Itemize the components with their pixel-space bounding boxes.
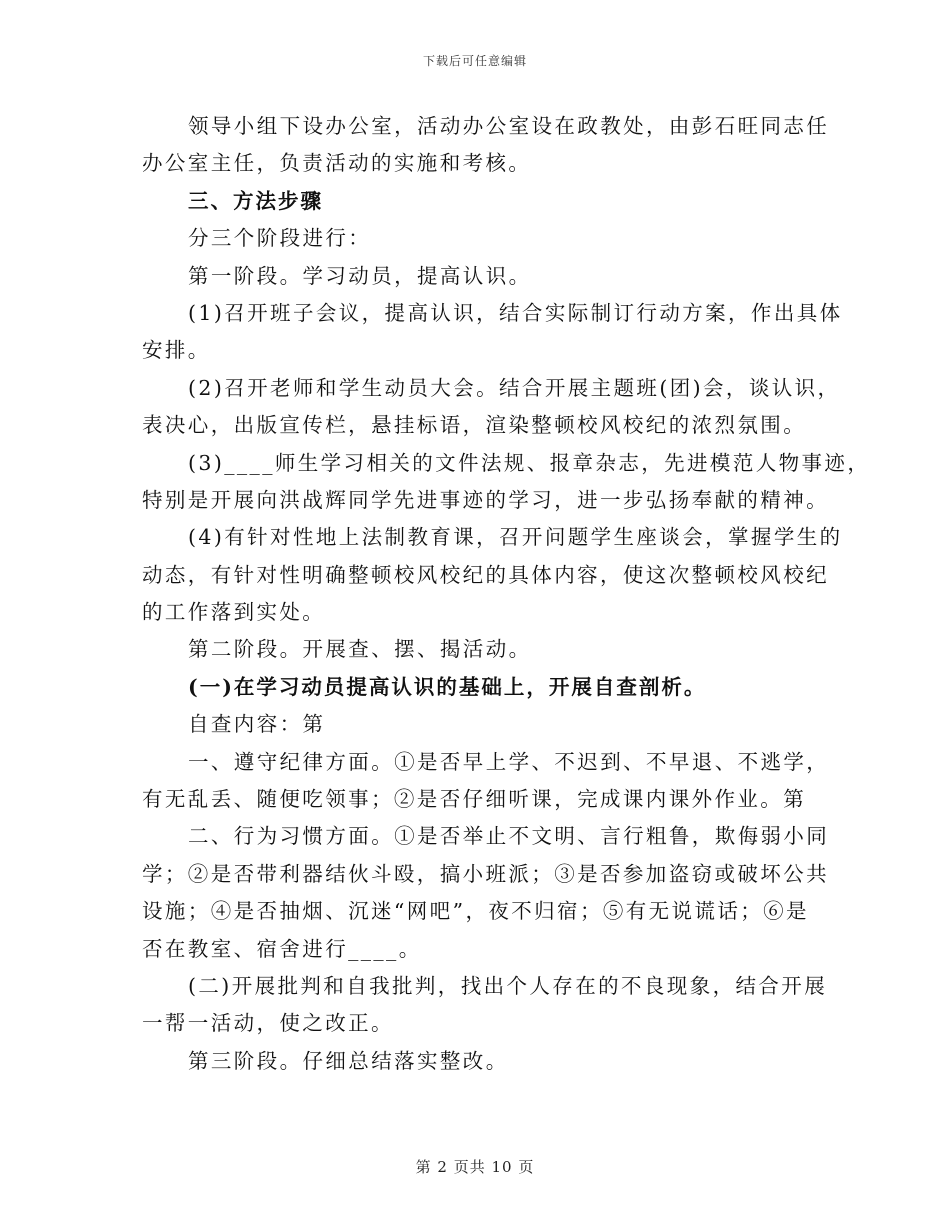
document-body (142, 108, 871, 1080)
paragraph-line: 一帮一活动，使之改正。 (142, 1011, 394, 1036)
paragraph-line: 安排。 (142, 338, 211, 363)
paragraph-line: 学；②是否带利器结伙斗殴，搞小班派；③是否参加盗窃或破坏公共 (142, 861, 829, 886)
paragraph-line: (1)召开班子会议，提高认识，结合实际制订行动方案，作出具体 (188, 300, 843, 325)
stage-heading: 第一阶段。学习动员，提高认识。 (188, 263, 532, 288)
paragraph-line: 一、遵守纪律方面。①是否早上学、不迟到、不早退、不逃学， (188, 749, 830, 774)
paragraph-line: 特别是开展向洪战辉同学先进事迹的学习，进一步弘扬奉献的精神。 (142, 487, 829, 512)
paragraph-line: 的工作落到实处。 (142, 600, 326, 625)
paragraph-line: 自查内容：第 (188, 712, 326, 737)
page-header: 下载后可任意编辑 (422, 54, 527, 68)
page-number: 第 2 页共 10 页 (415, 1158, 535, 1176)
paragraph-line: 分三个阶段进行： (188, 226, 372, 251)
paragraph-line: 表决心，出版宣传栏，悬挂标语，渲染整顿校风校纪的浓烈氛围。 (142, 413, 807, 438)
paragraph-line: 有无乱丢、随便吃领事；②是否仔细听课，完成课内课外作业。第 (142, 787, 807, 812)
paragraph-line: (2)召开老师和学生动员大会。结合开展主题班(团)会，谈认识， (188, 375, 841, 400)
paragraph-line: (4)有针对性地上法制教育课，召开问题学生座谈会，掌握学生的 (188, 525, 843, 550)
paragraph-line: 设施；④是否抽烟、沉迷“网吧”，夜不归宿；⑤有无说谎话；⑥是 (142, 899, 809, 924)
stage-heading: 第三阶段。仔细总结落实整改。 (188, 1048, 509, 1073)
paragraph-line: 动态，有针对性明确整顿校风校纪的具体内容，使这次整顿校风校纪 (142, 562, 829, 587)
paragraph-line: (二)开展批判和自我批判，找出个人存在的不良现象，结合开展 (188, 973, 828, 998)
paragraph-line: (3)____师生学习相关的文件法规、报章杂志，先进模范人物事迹， (188, 450, 871, 475)
subsection-heading: (一)在学习动员提高认识的基础上，开展自查剖析。 (188, 674, 707, 699)
paragraph-line: 办公室主任，负责活动的实施和考核。 (142, 151, 532, 176)
paragraph-line: 领导小组下设办公室，活动办公室设在政教处，由彭石旺同志任 (188, 114, 830, 138)
paragraph-line: 否在教室、宿舍进行____。 (142, 936, 422, 961)
section-heading: 三、方法步骤 (188, 188, 323, 213)
paragraph-line: 二、行为习惯方面。①是否举止不文明、言行粗鲁，欺侮弱小同 (188, 824, 830, 849)
stage-heading: 第二阶段。开展查、摆、揭活动。 (188, 637, 532, 662)
